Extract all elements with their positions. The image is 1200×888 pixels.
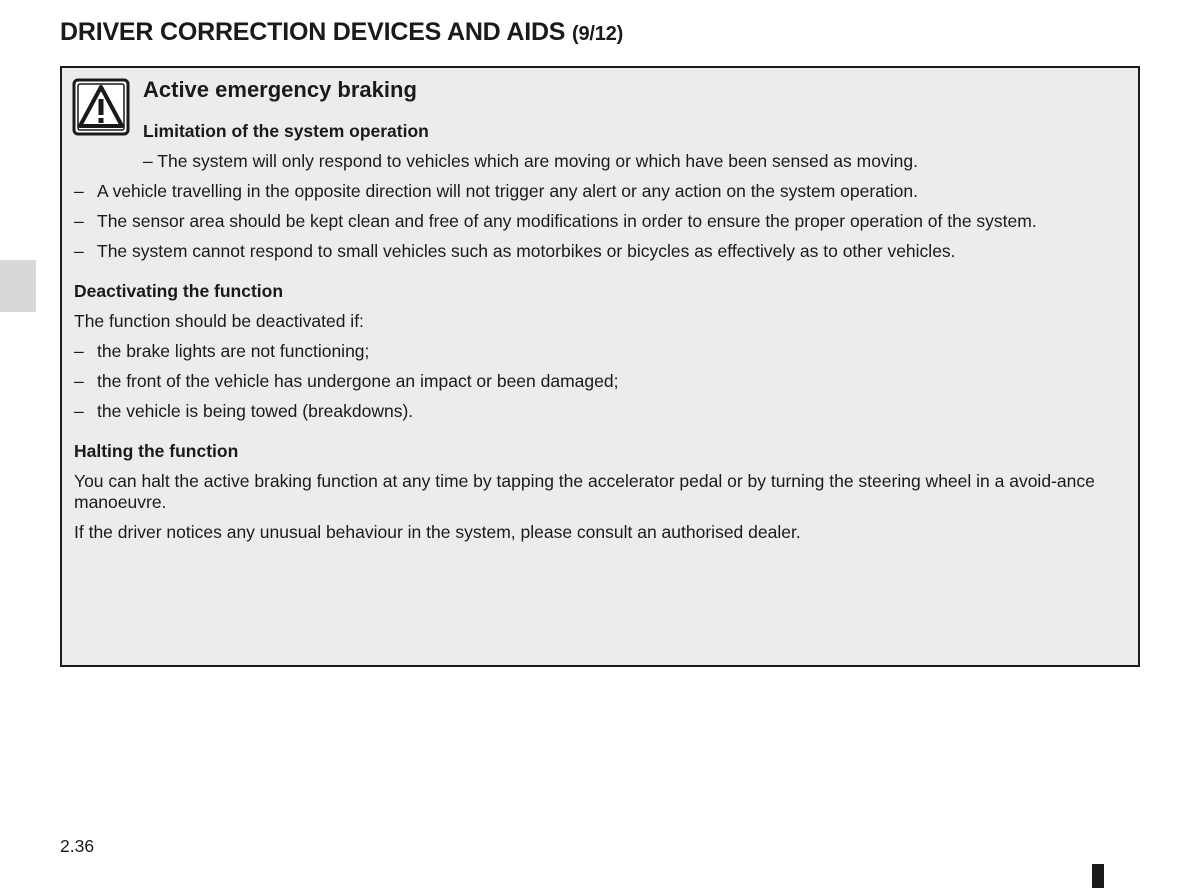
page-title-text: DRIVER CORRECTION DEVICES AND AIDS [60,18,566,46]
deactivating-item: the front of the vehicle has undergone an impact or been damaged; [97,371,619,391]
deactivating-intro: The function should be deactivated if: [74,311,364,331]
list-dash: – [74,371,84,391]
limitation-item: A vehicle travelling in the opposite direction will not trigger any alert or any action on the system operation. [97,181,919,201]
halting-paragraph: If the driver notices any unusual behaviour in the system, please consult an authorised dealer. [74,522,801,542]
limitation-first-item: – The system will only respond to vehicles which are moving or which have been sensed as moving. [143,151,918,171]
warning-triangle-icon [72,78,130,136]
page-title [60,18,623,47]
list-dash: – [74,211,84,231]
list-dash: – [74,241,84,261]
list-dash: – [74,181,84,201]
limitation-item: The sensor area should be kept clean and free of any modifications in order to ensure the proper operation of the system. [97,211,1037,231]
limitation-item: The system cannot respond to small vehicles such as motorbikes or bicycles as effectively as to other vehicles. [97,241,956,261]
halting-paragraph: You can halt the active braking function at any time by tapping the accelerator pedal or by turning the steering wheel in a avoid-ance manoeuvre. [74,471,1095,512]
deactivating-item: the vehicle is being towed (breakdowns). [97,401,414,421]
deactivating-item: the brake lights are not functioning; [97,341,370,361]
list-dash: – [74,341,84,361]
page-counter: (9/12) [572,23,624,45]
list-dash: – [74,401,84,421]
page-corner-mark [1092,864,1104,888]
halting-heading: Halting the function [74,441,239,461]
limitation-heading: Limitation of the system operation [143,121,429,141]
page-number: 2.36 [60,836,95,856]
deactivating-heading: Deactivating the function [74,281,284,301]
warning-box [60,66,1140,667]
box-heading: Active emergency braking [143,77,417,102]
section-tab [0,260,36,312]
